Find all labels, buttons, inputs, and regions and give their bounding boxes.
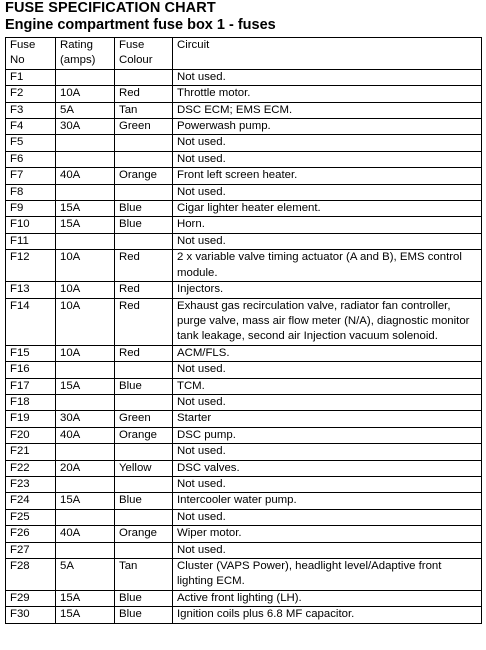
circuit-cell: Cluster (VAPS Power), headlight level/Adaptive front lighting ECM. — [173, 559, 482, 591]
colour-cell: Blue — [115, 217, 173, 233]
table-row — [6, 509, 482, 525]
table-row — [6, 476, 482, 492]
table-row — [6, 168, 482, 184]
table-row — [6, 102, 482, 118]
table-row — [6, 282, 482, 298]
fuse-no-cell: F19 — [6, 411, 56, 427]
colour-cell: Blue — [115, 378, 173, 394]
table-header-row — [6, 38, 482, 70]
circuit-cell: DSC pump. — [173, 427, 482, 443]
table-row — [6, 217, 482, 233]
rating-cell: 20A — [56, 460, 115, 476]
colour-cell — [115, 509, 173, 525]
circuit-cell: Front left screen heater. — [173, 168, 482, 184]
circuit-cell: Not used. — [173, 542, 482, 558]
fuse-no-cell: F23 — [6, 476, 56, 492]
header-colour: Fuse Colour — [115, 38, 173, 70]
table-row — [6, 345, 482, 361]
fuse-no-cell: F6 — [6, 151, 56, 167]
circuit-cell: Cigar lighter heater element. — [173, 201, 482, 217]
rating-cell — [56, 444, 115, 460]
colour-cell — [115, 542, 173, 558]
table-row — [6, 526, 482, 542]
fuse-no-cell: F14 — [6, 298, 56, 345]
fuse-no-cell: F8 — [6, 184, 56, 200]
circuit-cell: Starter — [173, 411, 482, 427]
fuse-no-cell: F25 — [6, 509, 56, 525]
rating-cell: 30A — [56, 119, 115, 135]
table-row — [6, 69, 482, 85]
fuse-no-cell: F27 — [6, 542, 56, 558]
fuse-no-cell: F17 — [6, 378, 56, 394]
fuse-no-cell: F5 — [6, 135, 56, 151]
rating-cell — [56, 394, 115, 410]
fuse-no-cell: F3 — [6, 102, 56, 118]
page-title: FUSE SPECIFICATION CHART — [5, 0, 216, 16]
rating-cell: 15A — [56, 378, 115, 394]
rating-cell: 15A — [56, 201, 115, 217]
fuse-no-cell: F11 — [6, 233, 56, 249]
circuit-cell: Exhaust gas recirculation valve, radiator fan controller, purge valve, mass air flow meter (N/A), diagnostic monitor tank leakage, second air Injection vacuum solenoid. — [173, 298, 482, 345]
colour-cell: Tan — [115, 102, 173, 118]
table-row — [6, 460, 482, 476]
fuse-table — [5, 37, 482, 624]
rating-cell — [56, 135, 115, 151]
table-row — [6, 607, 482, 623]
colour-cell: Red — [115, 86, 173, 102]
header-fuse-no: Fuse No — [6, 38, 56, 70]
circuit-cell: Wiper motor. — [173, 526, 482, 542]
table-row — [6, 394, 482, 410]
colour-cell — [115, 184, 173, 200]
circuit-cell: Not used. — [173, 233, 482, 249]
table-row — [6, 362, 482, 378]
rating-cell: 15A — [56, 590, 115, 606]
page-subtitle: Engine compartment fuse box 1 - fuses — [5, 17, 276, 33]
fuse-no-cell: F10 — [6, 217, 56, 233]
rating-cell — [56, 151, 115, 167]
colour-cell: Tan — [115, 559, 173, 591]
circuit-cell: Horn. — [173, 217, 482, 233]
table-row — [6, 201, 482, 217]
circuit-cell: Throttle motor. — [173, 86, 482, 102]
fuse-no-cell: F30 — [6, 607, 56, 623]
colour-cell — [115, 135, 173, 151]
fuse-no-cell: F18 — [6, 394, 56, 410]
rating-cell — [56, 69, 115, 85]
table-row — [6, 233, 482, 249]
rating-cell: 10A — [56, 298, 115, 345]
table-row — [6, 444, 482, 460]
colour-cell — [115, 69, 173, 85]
circuit-cell: Not used. — [173, 135, 482, 151]
circuit-cell: 2 x variable valve timing actuator (A and B), EMS control module. — [173, 250, 482, 282]
fuse-no-cell: F26 — [6, 526, 56, 542]
fuse-no-cell: F1 — [6, 69, 56, 85]
colour-cell — [115, 476, 173, 492]
rating-cell: 5A — [56, 102, 115, 118]
colour-cell: Blue — [115, 590, 173, 606]
circuit-cell: DSC valves. — [173, 460, 482, 476]
rating-cell: 10A — [56, 86, 115, 102]
table-row — [6, 184, 482, 200]
fuse-no-cell: F7 — [6, 168, 56, 184]
fuse-no-cell: F9 — [6, 201, 56, 217]
circuit-cell: Not used. — [173, 69, 482, 85]
colour-cell — [115, 394, 173, 410]
colour-cell: Yellow — [115, 460, 173, 476]
colour-cell: Blue — [115, 607, 173, 623]
table-row — [6, 378, 482, 394]
rating-cell: 40A — [56, 526, 115, 542]
fuse-no-cell: F29 — [6, 590, 56, 606]
fuse-no-cell: F28 — [6, 559, 56, 591]
circuit-cell: Not used. — [173, 509, 482, 525]
table-row — [6, 411, 482, 427]
circuit-cell: Not used. — [173, 184, 482, 200]
colour-cell: Red — [115, 282, 173, 298]
colour-cell: Red — [115, 345, 173, 361]
circuit-cell: Powerwash pump. — [173, 119, 482, 135]
circuit-cell: Not used. — [173, 444, 482, 460]
rating-cell — [56, 362, 115, 378]
circuit-cell: Not used. — [173, 476, 482, 492]
rating-cell: 10A — [56, 282, 115, 298]
table-row — [6, 119, 482, 135]
table-row — [6, 135, 482, 151]
table-row — [6, 590, 482, 606]
circuit-cell: Not used. — [173, 362, 482, 378]
colour-cell: Blue — [115, 201, 173, 217]
circuit-cell: ACM/FLS. — [173, 345, 482, 361]
table-row — [6, 298, 482, 345]
colour-cell — [115, 362, 173, 378]
rating-cell: 40A — [56, 168, 115, 184]
circuit-cell: Intercooler water pump. — [173, 493, 482, 509]
header-circuit: Circuit — [173, 38, 482, 70]
header-rating: Rating (amps) — [56, 38, 115, 70]
rating-cell: 10A — [56, 345, 115, 361]
fuse-no-cell: F4 — [6, 119, 56, 135]
rating-cell — [56, 233, 115, 249]
table-row — [6, 427, 482, 443]
colour-cell: Orange — [115, 526, 173, 542]
circuit-cell: TCM. — [173, 378, 482, 394]
table-row — [6, 86, 482, 102]
table-row — [6, 559, 482, 591]
fuse-no-cell: F20 — [6, 427, 56, 443]
rating-cell — [56, 509, 115, 525]
colour-cell — [115, 151, 173, 167]
colour-cell: Green — [115, 119, 173, 135]
fuse-no-cell: F21 — [6, 444, 56, 460]
rating-cell — [56, 542, 115, 558]
fuse-no-cell: F16 — [6, 362, 56, 378]
colour-cell: Red — [115, 298, 173, 345]
rating-cell: 30A — [56, 411, 115, 427]
circuit-cell: Not used. — [173, 151, 482, 167]
colour-cell: Red — [115, 250, 173, 282]
circuit-cell: Injectors. — [173, 282, 482, 298]
table-row — [6, 151, 482, 167]
rating-cell: 10A — [56, 250, 115, 282]
circuit-cell: DSC ECM; EMS ECM. — [173, 102, 482, 118]
circuit-cell: Ignition coils plus 6.8 MF capacitor. — [173, 607, 482, 623]
table-row — [6, 542, 482, 558]
table-row — [6, 250, 482, 282]
fuse-no-cell: F15 — [6, 345, 56, 361]
rating-cell: 15A — [56, 493, 115, 509]
fuse-no-cell: F2 — [6, 86, 56, 102]
rating-cell: 5A — [56, 559, 115, 591]
rating-cell — [56, 184, 115, 200]
colour-cell: Green — [115, 411, 173, 427]
colour-cell — [115, 233, 173, 249]
table-row — [6, 493, 482, 509]
rating-cell — [56, 476, 115, 492]
colour-cell — [115, 444, 173, 460]
fuse-no-cell: F13 — [6, 282, 56, 298]
fuse-table-body — [6, 69, 482, 623]
fuse-no-cell: F12 — [6, 250, 56, 282]
colour-cell: Blue — [115, 493, 173, 509]
circuit-cell: Not used. — [173, 394, 482, 410]
rating-cell: 40A — [56, 427, 115, 443]
colour-cell: Orange — [115, 168, 173, 184]
circuit-cell: Active front lighting (LH). — [173, 590, 482, 606]
fuse-no-cell: F24 — [6, 493, 56, 509]
fuse-no-cell: F22 — [6, 460, 56, 476]
colour-cell: Orange — [115, 427, 173, 443]
rating-cell: 15A — [56, 217, 115, 233]
rating-cell: 15A — [56, 607, 115, 623]
